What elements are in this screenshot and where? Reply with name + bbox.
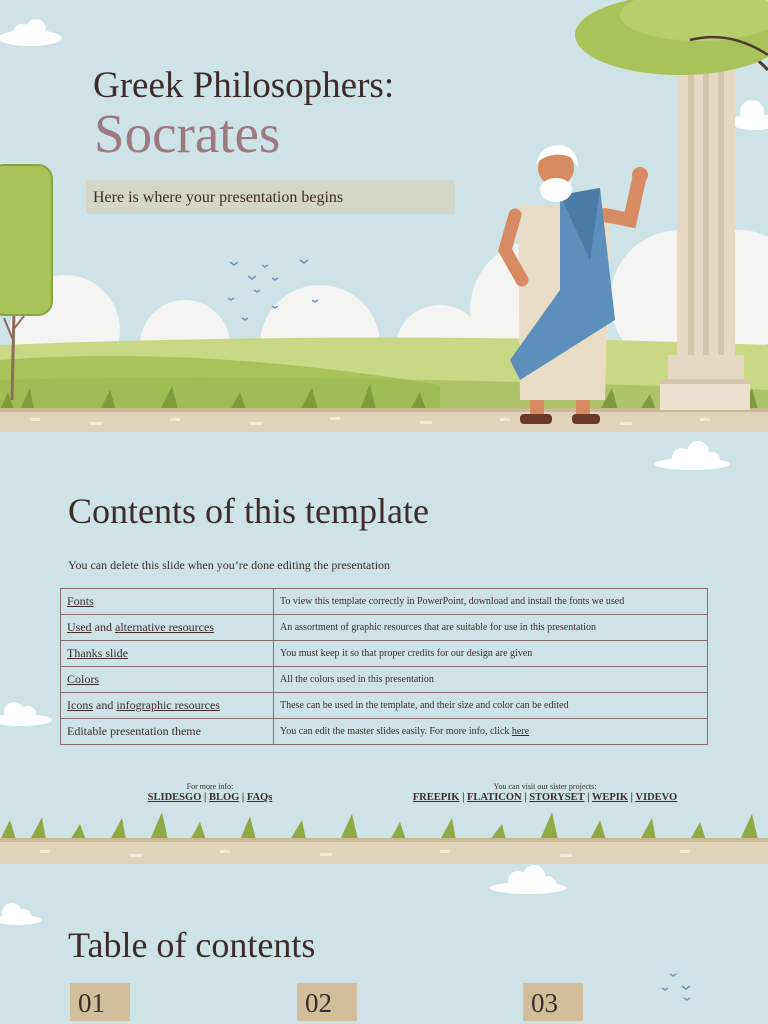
row-desc-text: You can edit the master slides easily. For more info, click bbox=[280, 726, 512, 737]
toc-title: Table of contents bbox=[68, 925, 316, 965]
row-label[interactable] bbox=[61, 641, 274, 667]
sister-projects-label: You can visit our sister projects: bbox=[493, 782, 597, 791]
cloud-icon bbox=[490, 865, 566, 894]
table-row bbox=[61, 641, 708, 667]
videvo-link[interactable]: VIDEVO bbox=[635, 792, 678, 803]
more-info-label: For more info: bbox=[186, 782, 234, 791]
storyset-link[interactable]: STORYSET bbox=[529, 792, 585, 803]
row-desc: To view this template correctly in PowerPoint, download and install the fonts we used bbox=[274, 589, 708, 615]
table-row bbox=[61, 719, 708, 745]
contents-title: Contents of this template bbox=[68, 491, 429, 531]
tree-icon bbox=[575, 0, 768, 75]
row-desc: You must keep it so that proper credits for our design are given bbox=[274, 641, 708, 667]
infographic-resources-link[interactable]: infographic resources bbox=[116, 698, 220, 712]
blog-link[interactable]: BLOG bbox=[208, 792, 240, 803]
fonts-link[interactable]: Fonts bbox=[67, 594, 94, 608]
slidesgo-link[interactable]: SLIDESGO bbox=[147, 792, 202, 803]
row-label[interactable] bbox=[61, 693, 274, 719]
colors-link[interactable]: Colors bbox=[67, 672, 100, 686]
label-connector: and bbox=[91, 620, 115, 634]
freepik-link[interactable]: FREEPIK bbox=[412, 792, 460, 803]
editable-theme-label: Editable presentation theme bbox=[67, 724, 201, 738]
toc-number-2: 02 bbox=[297, 983, 357, 1021]
cloud-icon bbox=[730, 100, 768, 130]
toc-number-3: 03 bbox=[523, 983, 583, 1021]
used-link[interactable]: Used bbox=[67, 620, 92, 634]
title-line-2: Socrates bbox=[94, 103, 281, 164]
row-desc: An assortment of graphic resources that are suitable for use in this presentation bbox=[274, 615, 708, 641]
toc-number-1: 01 bbox=[70, 983, 130, 1021]
thanks-slide-link[interactable]: Thanks slide bbox=[67, 646, 128, 660]
row-label[interactable] bbox=[61, 615, 274, 641]
sister-project-links: FREEPIK | FLATICON | STORYSET | WEPIK | VIDEVO bbox=[412, 792, 678, 803]
title-line-1: Greek Philosophers: bbox=[93, 65, 395, 106]
row-desc: These can be used in the template, and their size and color can be edited bbox=[274, 693, 708, 719]
contents-note: You can delete this slide when you’re done editing the presentation bbox=[68, 558, 391, 572]
alternative-resources-link[interactable]: alternative resources bbox=[115, 620, 214, 634]
label-connector: and bbox=[93, 698, 117, 712]
faqs-link[interactable]: FAQs bbox=[246, 792, 273, 803]
table-row bbox=[61, 667, 708, 693]
table-row bbox=[61, 589, 708, 615]
table-row bbox=[61, 615, 708, 641]
here-link[interactable]: here bbox=[511, 726, 530, 737]
cloud-icon bbox=[0, 19, 62, 46]
cloud-icon bbox=[0, 702, 52, 726]
row-label bbox=[61, 719, 274, 745]
cloud-icon bbox=[0, 903, 42, 925]
cloud-icon bbox=[654, 441, 730, 470]
bird-flock-icon bbox=[662, 974, 690, 1000]
contents-table bbox=[60, 588, 708, 745]
row-label[interactable] bbox=[61, 589, 274, 615]
flaticon-link[interactable]: FLATICON bbox=[467, 792, 522, 803]
wepik-link[interactable]: WEPIK bbox=[591, 792, 629, 803]
table-row bbox=[61, 693, 708, 719]
row-desc bbox=[274, 719, 708, 745]
icons-link[interactable]: Icons bbox=[67, 698, 93, 712]
row-label[interactable] bbox=[61, 667, 274, 693]
slide-title[interactable] bbox=[0, 0, 768, 432]
slide-table-of-contents[interactable] bbox=[0, 864, 768, 1024]
row-desc: All the colors used in this presentation bbox=[274, 667, 708, 693]
subtitle: Here is where your presentation begins bbox=[93, 189, 344, 206]
slidesgo-links: SLIDESGO | BLOG | FAQs bbox=[147, 792, 273, 803]
grass-strip-icon bbox=[0, 812, 758, 840]
slide-contents-of-template[interactable] bbox=[0, 432, 768, 864]
